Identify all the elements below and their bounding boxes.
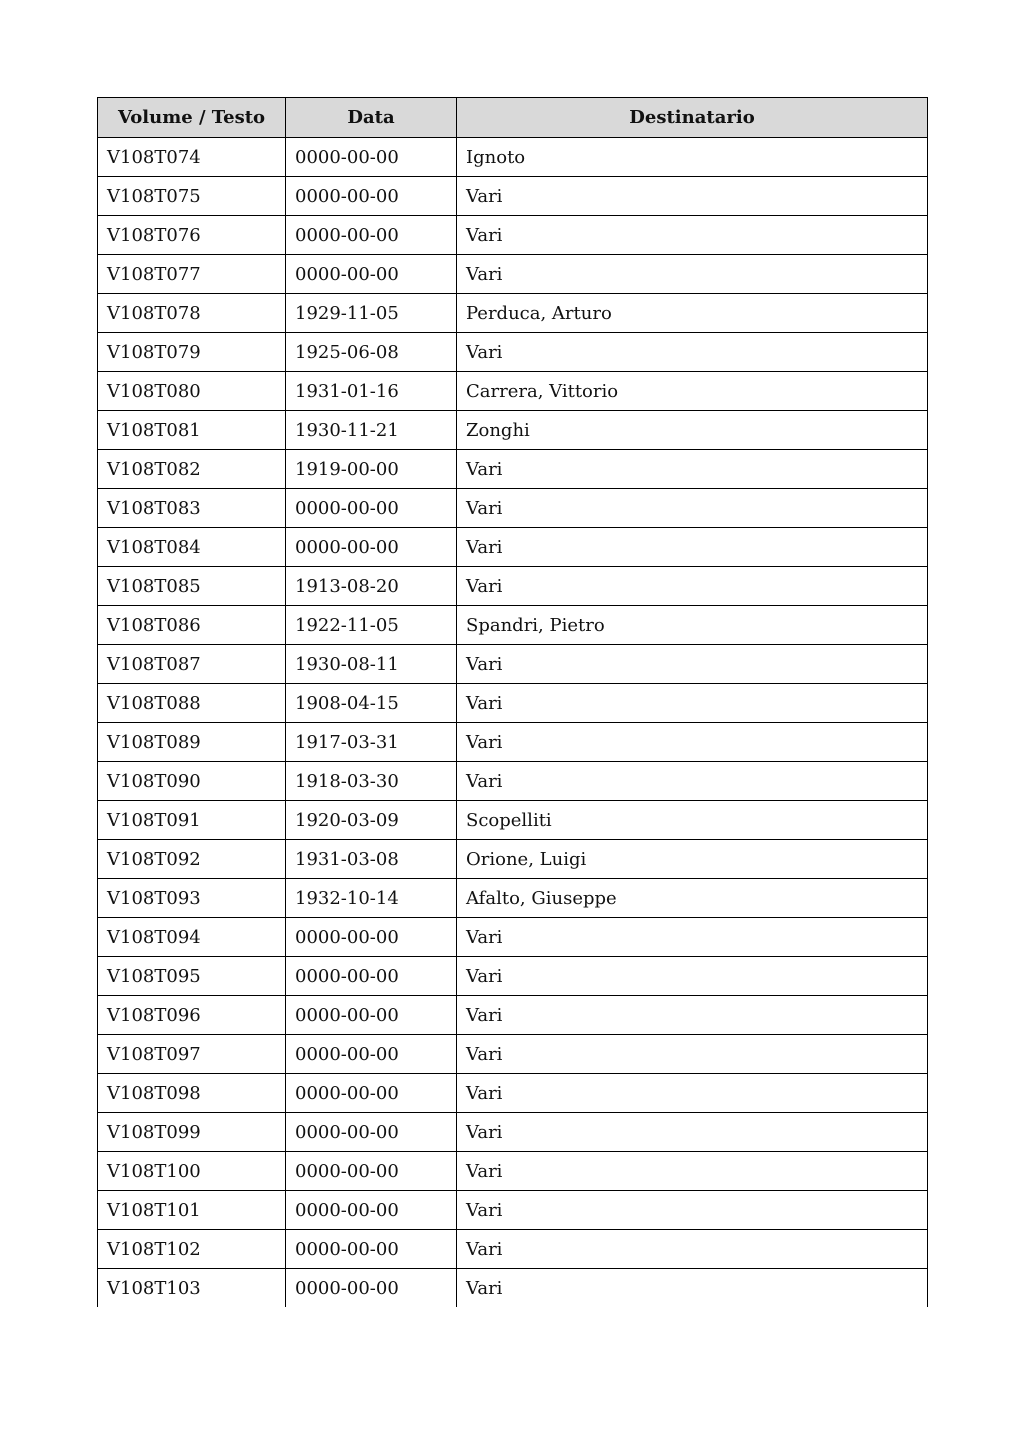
cell-destinatario: Vari <box>457 918 928 957</box>
table-body <box>98 138 928 1308</box>
table-row <box>98 840 928 879</box>
cell-data: 1931-01-16 <box>286 372 457 411</box>
cell-data: 0000-00-00 <box>286 177 457 216</box>
cell-volume-testo: V108T092 <box>98 840 286 879</box>
cell-destinatario: Vari <box>457 1230 928 1269</box>
cell-destinatario: Vari <box>457 1152 928 1191</box>
table-row <box>98 879 928 918</box>
cell-destinatario: Vari <box>457 255 928 294</box>
cell-volume-testo: V108T075 <box>98 177 286 216</box>
cell-destinatario: Vari <box>457 333 928 372</box>
cell-volume-testo: V108T089 <box>98 723 286 762</box>
table-row <box>98 1152 928 1191</box>
letters-table <box>97 97 928 1307</box>
cell-data: 0000-00-00 <box>286 528 457 567</box>
cell-volume-testo: V108T076 <box>98 216 286 255</box>
cell-data: 0000-00-00 <box>286 996 457 1035</box>
cell-destinatario: Vari <box>457 177 928 216</box>
cell-volume-testo: V108T078 <box>98 294 286 333</box>
cell-destinatario: Vari <box>457 1113 928 1152</box>
cell-destinatario: Vari <box>457 723 928 762</box>
cell-destinatario: Vari <box>457 1035 928 1074</box>
cell-destinatario: Vari <box>457 1269 928 1308</box>
table-row <box>98 996 928 1035</box>
table-row <box>98 1035 928 1074</box>
table-row <box>98 684 928 723</box>
cell-destinatario: Carrera, Vittorio <box>457 372 928 411</box>
cell-volume-testo: V108T103 <box>98 1269 286 1308</box>
cell-data: 1919-00-00 <box>286 450 457 489</box>
cell-data: 1913-08-20 <box>286 567 457 606</box>
cell-destinatario: Vari <box>457 762 928 801</box>
table-row <box>98 411 928 450</box>
table-row <box>98 567 928 606</box>
cell-data: 1925-06-08 <box>286 333 457 372</box>
cell-volume-testo: V108T091 <box>98 801 286 840</box>
cell-destinatario: Orione, Luigi <box>457 840 928 879</box>
cell-data: 1930-11-21 <box>286 411 457 450</box>
cell-data: 0000-00-00 <box>286 918 457 957</box>
table-row <box>98 138 928 177</box>
cell-volume-testo: V108T086 <box>98 606 286 645</box>
cell-data: 1929-11-05 <box>286 294 457 333</box>
cell-data: 0000-00-00 <box>286 216 457 255</box>
cell-volume-testo: V108T097 <box>98 1035 286 1074</box>
cell-data: 0000-00-00 <box>286 1191 457 1230</box>
cell-destinatario: Vari <box>457 528 928 567</box>
cell-data: 0000-00-00 <box>286 1035 457 1074</box>
table-row <box>98 1191 928 1230</box>
cell-volume-testo: V108T101 <box>98 1191 286 1230</box>
cell-data: 1908-04-15 <box>286 684 457 723</box>
table-row <box>98 255 928 294</box>
table-row <box>98 333 928 372</box>
cell-data: 1917-03-31 <box>286 723 457 762</box>
cell-destinatario: Vari <box>457 450 928 489</box>
cell-volume-testo: V108T100 <box>98 1152 286 1191</box>
cell-data: 1931-03-08 <box>286 840 457 879</box>
cell-destinatario: Afalto, Giuseppe <box>457 879 928 918</box>
cell-destinatario: Zonghi <box>457 411 928 450</box>
cell-data: 0000-00-00 <box>286 1230 457 1269</box>
header-data: Data <box>286 98 457 138</box>
cell-destinatario: Vari <box>457 216 928 255</box>
cell-data: 0000-00-00 <box>286 489 457 528</box>
cell-data: 1932-10-14 <box>286 879 457 918</box>
cell-volume-testo: V108T098 <box>98 1074 286 1113</box>
cell-destinatario: Ignoto <box>457 138 928 177</box>
cell-data: 0000-00-00 <box>286 1113 457 1152</box>
cell-volume-testo: V108T084 <box>98 528 286 567</box>
cell-volume-testo: V108T088 <box>98 684 286 723</box>
cell-destinatario: Perduca, Arturo <box>457 294 928 333</box>
cell-destinatario: Scopelliti <box>457 801 928 840</box>
table-row <box>98 606 928 645</box>
cell-volume-testo: V108T087 <box>98 645 286 684</box>
table-row <box>98 957 928 996</box>
header-destinatario: Destinatario <box>457 98 928 138</box>
table-row <box>98 216 928 255</box>
table-header <box>98 98 928 138</box>
cell-volume-testo: V108T099 <box>98 1113 286 1152</box>
cell-data: 0000-00-00 <box>286 1152 457 1191</box>
cell-volume-testo: V108T077 <box>98 255 286 294</box>
cell-data: 1920-03-09 <box>286 801 457 840</box>
cell-data: 0000-00-00 <box>286 138 457 177</box>
header-row <box>98 98 928 138</box>
cell-destinatario: Spandri, Pietro <box>457 606 928 645</box>
cell-data: 1930-08-11 <box>286 645 457 684</box>
cell-destinatario: Vari <box>457 996 928 1035</box>
cell-volume-testo: V108T094 <box>98 918 286 957</box>
cell-volume-testo: V108T074 <box>98 138 286 177</box>
cell-volume-testo: V108T093 <box>98 879 286 918</box>
cell-destinatario: Vari <box>457 957 928 996</box>
table-row <box>98 1269 928 1308</box>
table-row <box>98 489 928 528</box>
table-row <box>98 177 928 216</box>
cell-destinatario: Vari <box>457 489 928 528</box>
cell-volume-testo: V108T102 <box>98 1230 286 1269</box>
cell-volume-testo: V108T081 <box>98 411 286 450</box>
cell-volume-testo: V108T085 <box>98 567 286 606</box>
cell-data: 1922-11-05 <box>286 606 457 645</box>
cell-volume-testo: V108T096 <box>98 996 286 1035</box>
cell-volume-testo: V108T080 <box>98 372 286 411</box>
table-row <box>98 723 928 762</box>
cell-volume-testo: V108T083 <box>98 489 286 528</box>
cell-data: 0000-00-00 <box>286 255 457 294</box>
table-row <box>98 294 928 333</box>
cell-volume-testo: V108T082 <box>98 450 286 489</box>
table-row <box>98 372 928 411</box>
cell-volume-testo: V108T079 <box>98 333 286 372</box>
cell-volume-testo: V108T095 <box>98 957 286 996</box>
table-row <box>98 645 928 684</box>
table-row <box>98 918 928 957</box>
cell-volume-testo: V108T090 <box>98 762 286 801</box>
table-row <box>98 450 928 489</box>
cell-data: 1918-03-30 <box>286 762 457 801</box>
cell-destinatario: Vari <box>457 1191 928 1230</box>
cell-destinatario: Vari <box>457 1074 928 1113</box>
header-volume-testo: Volume / Testo <box>98 98 286 138</box>
cell-destinatario: Vari <box>457 645 928 684</box>
table-row <box>98 1113 928 1152</box>
cell-data: 0000-00-00 <box>286 957 457 996</box>
table-row <box>98 1074 928 1113</box>
cell-data: 0000-00-00 <box>286 1269 457 1308</box>
cell-data: 0000-00-00 <box>286 1074 457 1113</box>
table-row <box>98 801 928 840</box>
table-row <box>98 528 928 567</box>
table-row <box>98 762 928 801</box>
cell-destinatario: Vari <box>457 684 928 723</box>
table-row <box>98 1230 928 1269</box>
cell-destinatario: Vari <box>457 567 928 606</box>
